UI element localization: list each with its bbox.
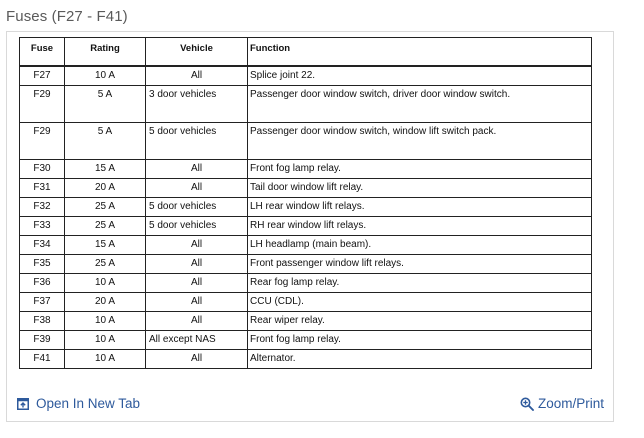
cell-vehicle: All bbox=[146, 179, 248, 198]
open-in-new-tab-label: Open In New Tab bbox=[36, 396, 141, 411]
fuse-table bbox=[19, 37, 592, 369]
cell-rating: 10 A bbox=[65, 274, 146, 293]
cell-fuse: F35 bbox=[20, 255, 65, 274]
cell-rating: 10 A bbox=[65, 312, 146, 331]
table-body bbox=[20, 66, 592, 369]
image-frame bbox=[6, 31, 614, 422]
table-row bbox=[20, 66, 592, 86]
table-row bbox=[20, 255, 592, 274]
cell-function: Rear wiper relay. bbox=[248, 312, 592, 331]
cell-function: Passenger door window switch, driver door window switch. bbox=[248, 86, 592, 123]
cell-vehicle: 5 door vehicles bbox=[146, 198, 248, 217]
cell-vehicle: All except NAS bbox=[146, 331, 248, 350]
cell-function: Front passenger window lift relays. bbox=[248, 255, 592, 274]
cell-function: CCU (CDL). bbox=[248, 293, 592, 312]
table-row bbox=[20, 198, 592, 217]
page-title: Fuses (F27 - F41) bbox=[6, 8, 128, 25]
cell-fuse: F31 bbox=[20, 179, 65, 198]
cell-rating: 5 A bbox=[65, 86, 146, 123]
cell-rating: 25 A bbox=[65, 255, 146, 274]
cell-rating: 15 A bbox=[65, 160, 146, 179]
open-in-new-tab-link[interactable] bbox=[17, 396, 140, 411]
header-fuse: Fuse bbox=[20, 38, 65, 67]
cell-function: Passenger door window switch, window lift switch pack. bbox=[248, 123, 592, 160]
table-row bbox=[20, 160, 592, 179]
cell-fuse: F34 bbox=[20, 236, 65, 255]
fuse-table-container bbox=[19, 37, 591, 369]
cell-fuse: F30 bbox=[20, 160, 65, 179]
cell-function: Front fog lamp relay. bbox=[248, 160, 592, 179]
cell-vehicle: All bbox=[146, 274, 248, 293]
table-row bbox=[20, 179, 592, 198]
zoom-print-label: Zoom/Print bbox=[537, 396, 604, 411]
cell-function: LH rear window lift relays. bbox=[248, 198, 592, 217]
table-row bbox=[20, 293, 592, 312]
cell-rating: 20 A bbox=[65, 293, 146, 312]
cell-vehicle: 5 door vehicles bbox=[146, 217, 248, 236]
cell-rating: 10 A bbox=[65, 350, 146, 369]
cell-fuse: F36 bbox=[20, 274, 65, 293]
zoom-icon bbox=[520, 397, 534, 411]
table-header-row bbox=[20, 38, 592, 67]
open-in-new-tab-icon bbox=[17, 398, 29, 410]
cell-fuse: F33 bbox=[20, 217, 65, 236]
table-row bbox=[20, 274, 592, 293]
cell-vehicle: All bbox=[146, 66, 248, 86]
table-row bbox=[20, 350, 592, 369]
image-footer bbox=[7, 391, 613, 421]
cell-function: Front fog lamp relay. bbox=[248, 331, 592, 350]
cell-rating: 15 A bbox=[65, 236, 146, 255]
cell-fuse: F29 bbox=[20, 123, 65, 160]
header-vehicle: Vehicle bbox=[146, 38, 248, 67]
table-row bbox=[20, 123, 592, 160]
cell-function: RH rear window lift relays. bbox=[248, 217, 592, 236]
cell-rating: 25 A bbox=[65, 217, 146, 236]
cell-fuse: F27 bbox=[20, 66, 65, 86]
table-row bbox=[20, 86, 592, 123]
cell-fuse: F29 bbox=[20, 86, 65, 123]
table-row bbox=[20, 217, 592, 236]
header-rating: Rating bbox=[65, 38, 146, 67]
cell-vehicle: All bbox=[146, 350, 248, 369]
cell-vehicle: 3 door vehicles bbox=[146, 86, 248, 123]
cell-fuse: F32 bbox=[20, 198, 65, 217]
cell-vehicle: All bbox=[146, 236, 248, 255]
cell-fuse: F37 bbox=[20, 293, 65, 312]
cell-rating: 10 A bbox=[65, 66, 146, 86]
cell-fuse: F39 bbox=[20, 331, 65, 350]
table-row bbox=[20, 312, 592, 331]
cell-function: Rear fog lamp relay. bbox=[248, 274, 592, 293]
table-row bbox=[20, 331, 592, 350]
cell-function: Splice joint 22. bbox=[248, 66, 592, 86]
cell-function: Tail door window lift relay. bbox=[248, 179, 592, 198]
cell-vehicle: All bbox=[146, 160, 248, 179]
cell-vehicle: 5 door vehicles bbox=[146, 123, 248, 160]
cell-fuse: F41 bbox=[20, 350, 65, 369]
zoom-print-link[interactable] bbox=[520, 396, 604, 411]
cell-fuse: F38 bbox=[20, 312, 65, 331]
cell-vehicle: All bbox=[146, 312, 248, 331]
cell-vehicle: All bbox=[146, 255, 248, 274]
cell-function: Alternator. bbox=[248, 350, 592, 369]
cell-rating: 5 A bbox=[65, 123, 146, 160]
header-function: Function bbox=[248, 38, 592, 67]
cell-rating: 10 A bbox=[65, 331, 146, 350]
cell-vehicle: All bbox=[146, 293, 248, 312]
cell-rating: 20 A bbox=[65, 179, 146, 198]
table-row bbox=[20, 236, 592, 255]
cell-rating: 25 A bbox=[65, 198, 146, 217]
cell-function: LH headlamp (main beam). bbox=[248, 236, 592, 255]
